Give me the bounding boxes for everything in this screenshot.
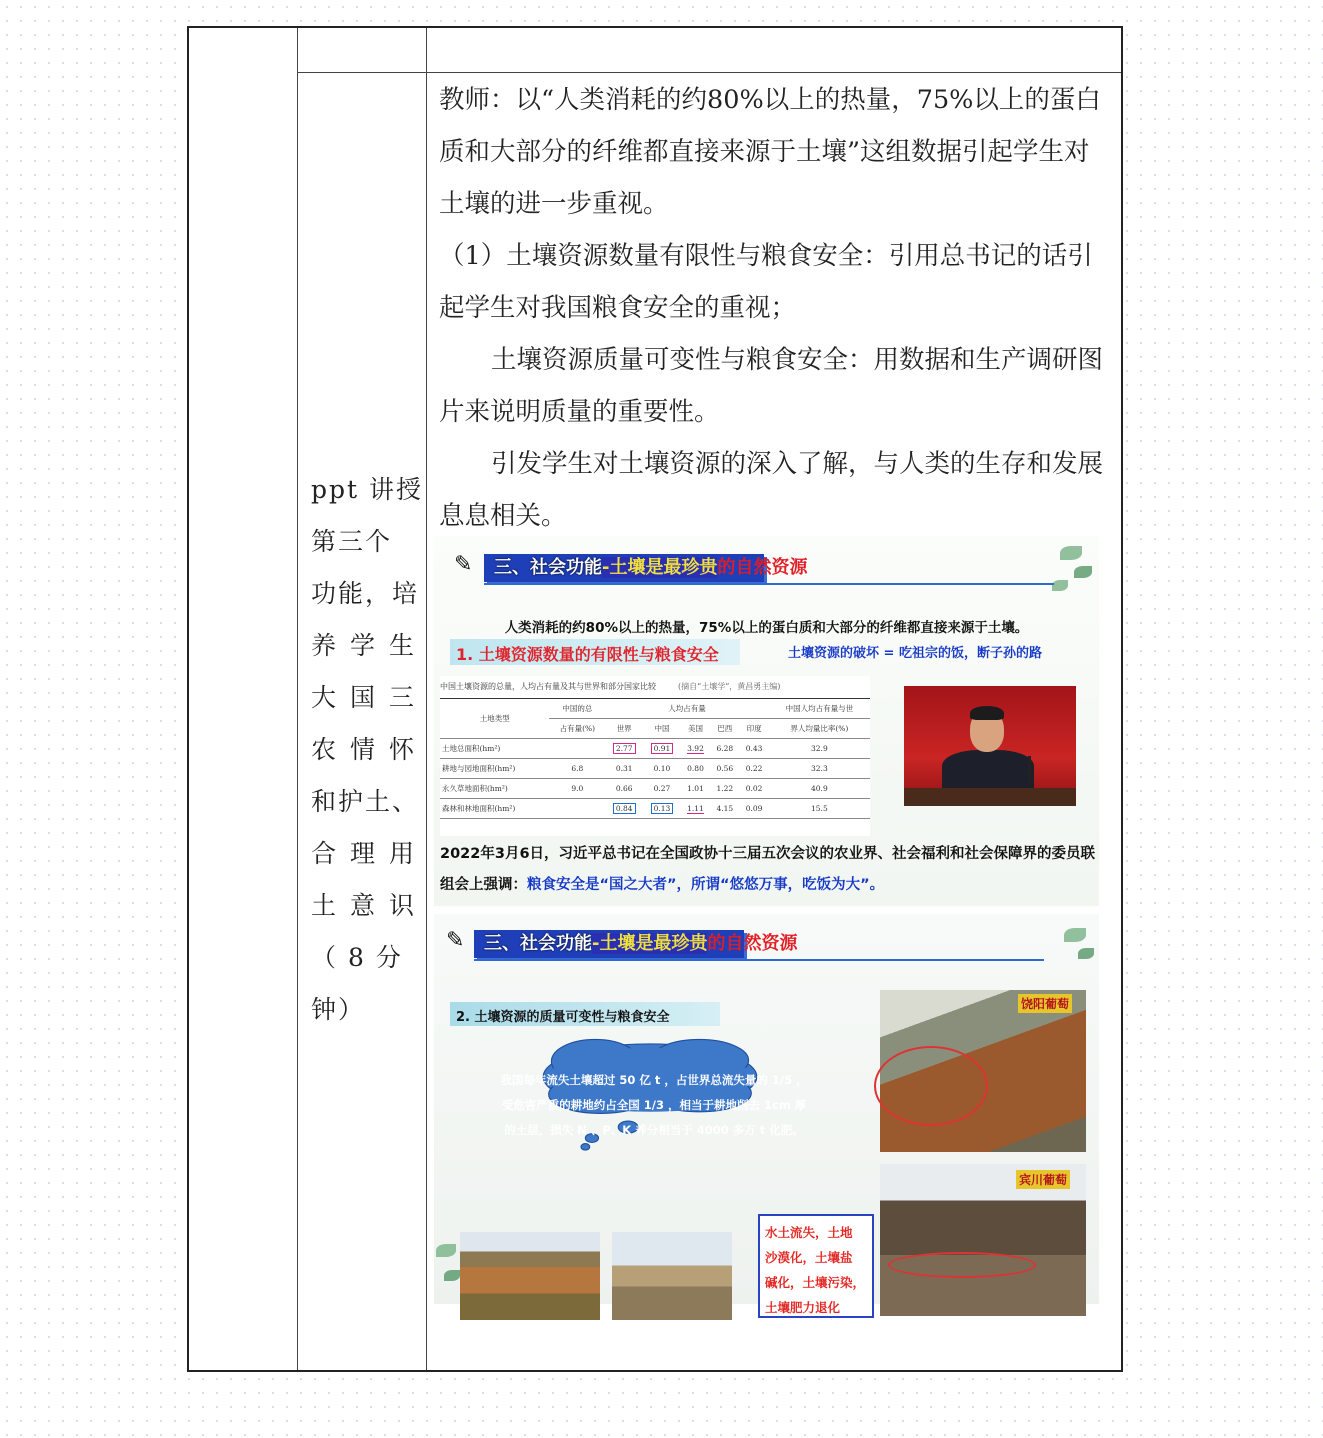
highlight-ring [888, 1252, 1036, 1278]
comparison-table [440, 676, 870, 836]
leaf-decoration [436, 1244, 456, 1257]
paragraph-quantity: （1）土壤资源数量有限性与粮食安全：引用总书记的话引起学生对我国粮食安全的重视； [439, 241, 1093, 323]
table-column-divider [297, 28, 298, 1370]
method-line: 农情怀 [311, 735, 429, 764]
erosion-photo [460, 1232, 600, 1320]
paragraph-quality: 土壤资源质量可变性与粮食安全：用数据和生产调研图片来说明质量的重要性。 [439, 345, 1104, 427]
section-banner: 2. 土壤资源的质量可变性与粮食安全 [450, 1002, 720, 1026]
header-per-capita: 人均占有量 [605, 699, 768, 719]
method-line: 养学生 [311, 631, 429, 660]
pen-icon: ✎ [446, 928, 465, 953]
method-line: 和护土、 [311, 787, 420, 816]
section-banner: 1. 土壤资源数量的有限性与粮食安全 [450, 639, 740, 665]
desert-photo [612, 1232, 732, 1320]
method-line: 功能，培 [311, 579, 420, 608]
slide-subtitle: 人类消耗的约80%以上的热量，75%以上的蛋白质和大部分的纤维都直接来源于土壤。 [504, 620, 1029, 636]
leaf-decoration [1074, 566, 1092, 578]
table-row: 土地总面积(hm²) 2.77 0.91 3.92 6.28 0.43 32.9 [440, 739, 870, 759]
method-line: 钟） [311, 995, 366, 1024]
method-line: （8分 [311, 943, 413, 972]
location-tag: 宾川葡萄 [1016, 1170, 1070, 1189]
method-line: ppt 讲授 [311, 475, 424, 504]
leaf-decoration [1060, 546, 1082, 560]
header-china-total: 中国的总 [549, 699, 605, 719]
table-row: 耕地与园地面积(hm²) 6.8 0.31 0.10 0.80 0.56 0.22 32.3 [440, 759, 870, 779]
speaker-photo [904, 686, 1076, 806]
method-line: 合理用 [311, 839, 429, 868]
paragraph-conclusion: 引发学生对土壤资源的深入了解，与人类的生存和发展息息相关。 [439, 449, 1104, 531]
table-row: 永久草地面积(hm²) 9.0 0.66 0.27 1.01 1.22 0.02 40.9 [440, 779, 870, 799]
method-line: 第三个 [311, 527, 393, 556]
content-column [439, 74, 1111, 542]
header-country: 巴西 [710, 719, 739, 739]
location-tag: 饶阳葡萄 [1018, 994, 1072, 1013]
method-line: 大国三 [311, 683, 429, 712]
header-country: 美国 [681, 719, 710, 739]
slide-title: 三、社会功能-土壤是最珍贵的自然资源 [494, 557, 808, 578]
cloud-text: 我国每年流失土壤超过 50 亿 t ，占世界总流失量的 1/5 ， 受危害严重的耕地约占全国 1/3 ，相当于耕地削去 1cm 厚 的土层，损失 N 、P、K 养分相当于 4000 多万 t 化肥。 [500, 1073, 808, 1137]
lesson-table [187, 26, 1123, 1372]
leaf-decoration [1052, 580, 1068, 591]
table-row-divider [297, 72, 1121, 73]
table-row: 森林和林地面积(hm²) 0.84 0.13 1.11 4.15 0.09 15.5 [440, 799, 870, 819]
quote-text: 土壤资源的破坏 = 吃祖宗的饭，断子孙的路 [788, 646, 1042, 661]
header-ratio: 中国人均占有量与世 [769, 699, 870, 719]
slide-quality [434, 914, 1099, 1315]
header-country: 中国 [643, 719, 681, 739]
title-underline [474, 959, 1044, 961]
slide-title: 三、社会功能-土壤是最珍贵的自然资源 [484, 933, 798, 954]
method-column [311, 464, 429, 1036]
paragraph-teacher: 教师：以“人类消耗的约80%以上的热量，75%以上的蛋白质和大部分的纤维都直接来源于土壤”这组数据引起学生对土壤的进一步重视。 [439, 85, 1101, 219]
header-ratio: 界人均量比率(%) [769, 719, 870, 739]
header-country: 印度 [739, 719, 768, 739]
slide-quantity [434, 536, 1099, 906]
header-land-type: 土地类型 [440, 699, 549, 739]
pen-icon: ✎ [454, 552, 473, 577]
method-line: 土意识 [311, 891, 429, 920]
header-china-total: 占有量(%) [549, 719, 605, 739]
table-caption: 中国土壤资源的总量，人均占有量及其与世界和部分国家比较 (摘自“土壤学”，黄昌勇主编) [440, 682, 781, 691]
leaf-decoration [444, 1270, 460, 1281]
leaf-decoration [1064, 928, 1086, 942]
degradation-box: 水土流失，土地 沙漠化，土壤盐 碱化，土壤污染， 土壤肥力退化 [758, 1214, 874, 1318]
leaf-decoration [1078, 948, 1094, 959]
header-country: 世界 [605, 719, 643, 739]
title-underline [484, 583, 1054, 585]
highlight-ring [874, 1046, 988, 1126]
slide-paragraph: 2022年3月6日，习近平总书记在全国政协十三届五次会议的农业界、社会福利和社会保障界的委员联组会上强调：粮食安全是“国之大者”，所谓“悠悠万事，吃饭为大”。 [440, 846, 1096, 893]
